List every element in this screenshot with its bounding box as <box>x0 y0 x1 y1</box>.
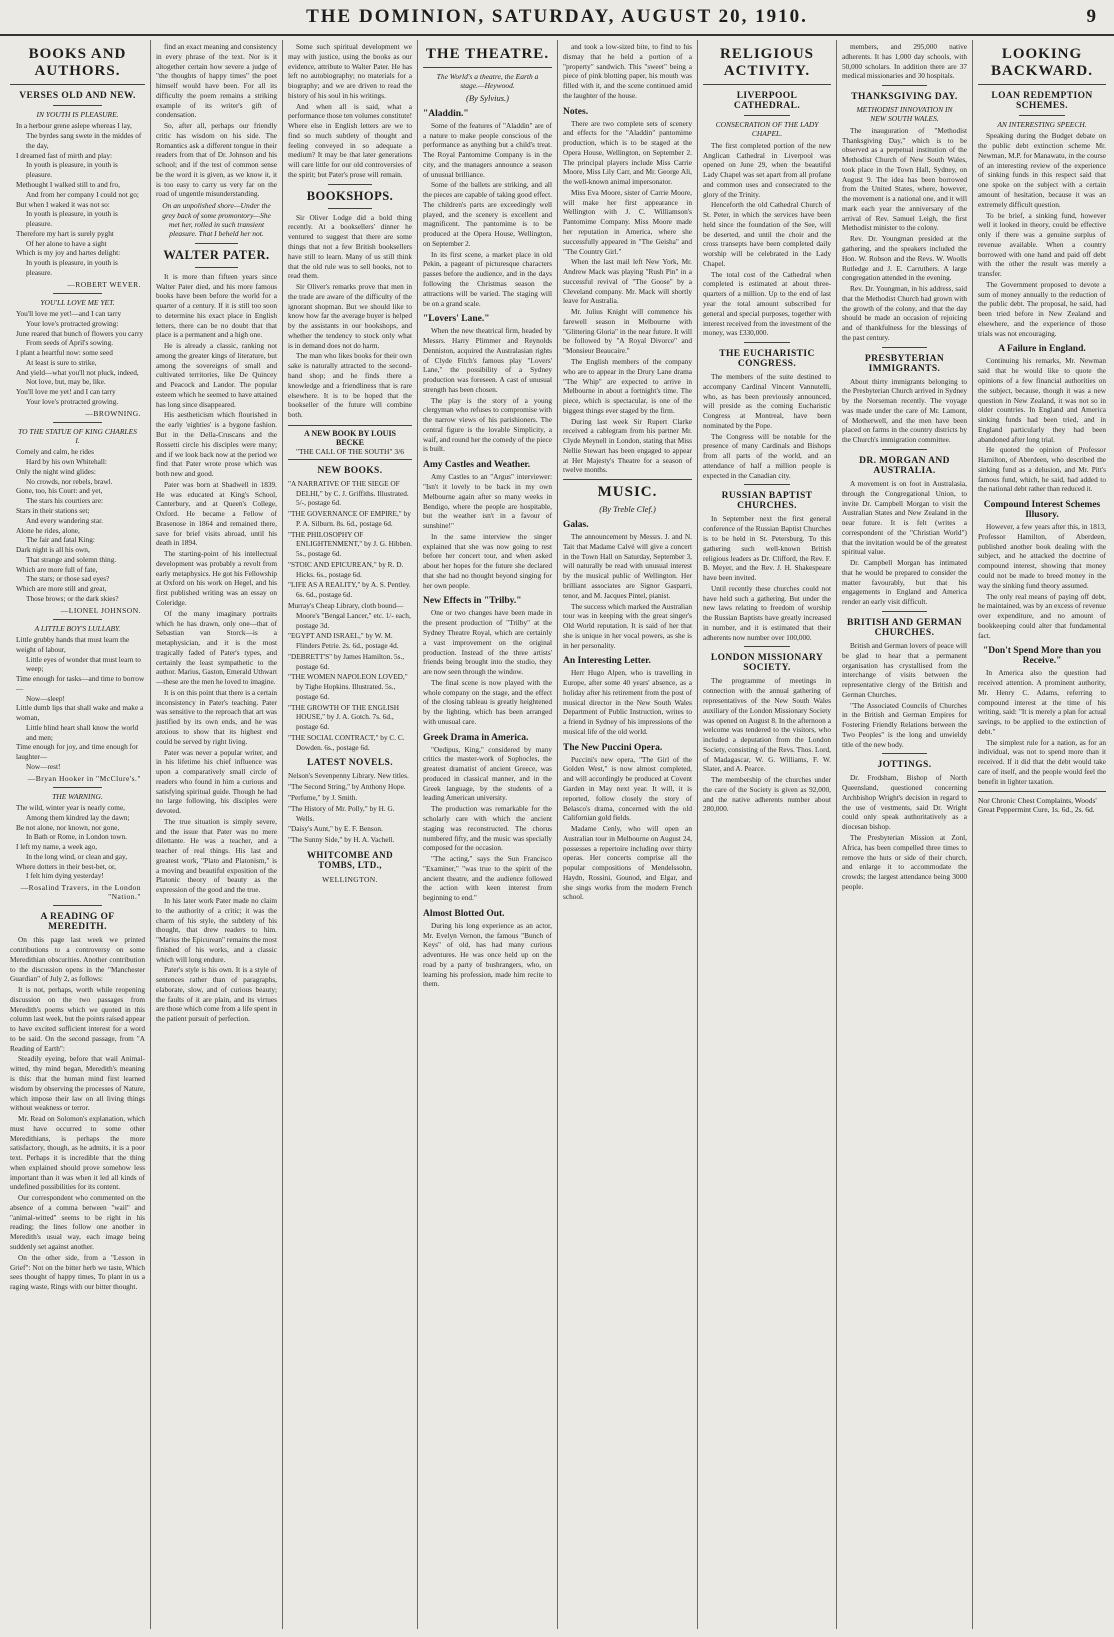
list-item: Murray's Cheap Library, cloth bound—Moore's "Bengal Lancer," etc. 1/- each, postage 3d. <box>288 600 411 630</box>
divider <box>1019 115 1065 116</box>
list-item: "EGYPT AND ISRAEL," by W. M. Flinders Petrie. 2s. 6d., postage 4d. <box>288 631 399 651</box>
publisher-city: WELLINGTON. <box>322 874 378 884</box>
divider <box>744 342 790 343</box>
article-paragraph: Continuing his remarks, Mr. Newman said that he would like to quote the opinions of a few financial authorities on the subject, because, though it was a new question in New Zealand, it was not so in older countries. In England and America sinking funds had been tried, and in England particularly they had been abandoned after long trial. <box>978 356 1106 444</box>
column-rule <box>836 40 837 1629</box>
article-title: JOTTINGS. <box>877 760 932 771</box>
divider <box>195 243 239 244</box>
article-paragraph: Pater was never a popular writer, and in his lifetime his chief influence was upon a comparatively small circle of readers who found in him a curious and satisfying spiritual guide. Though he had no large following, his disciples were devoted. <box>156 747 277 816</box>
section-heading: RELIGIOUS ACTIVITY. <box>719 46 815 79</box>
column-methodist <box>838 42 971 1627</box>
column-rule <box>282 40 283 1629</box>
article-paragraph: and took a low-sized bite, to find to his dismay that he held a portion of a "property" sandwich. This "sweet" being a piece of pink blotting paper, his mouth was filled with it, and the scene continued amid the laughter of the house. <box>563 42 692 100</box>
article-paragraph: The final scene is now played with the whole company on the stage, and the effect of the closing tableau is greatly heightened by the lighting, which has been arranged with unusual care. <box>423 677 552 726</box>
article-paragraph: The programme of meetings in connection with the annual gathering of representatives of the New South Wales auxiliary of the London Missionary Society was opened on August 8. In the afternoon a welcome was tendered to the visitors, who included a deputation from the London Society, consisting of the Revs. Thos. Lord, of Madagascar, W. G. Williams, F. W. Slater, and A. Pearce. <box>703 676 831 774</box>
article-paragraph: Mr. Julius Knight will commence his farewell season in Melbourne with "Glittering Gloria" in the near future. It will be followed by "A Royal Divorce" and "Monsieur Beaucaire." <box>563 307 692 356</box>
article-title: BRITISH AND GERMAN CHURCHES. <box>847 617 962 638</box>
poem-author: —ROBERT WEVER. <box>67 279 141 289</box>
article-paragraph: The production was remarkable for the scholarly care with which the ancient staging was reconstructed. The chorus numbered fifty, and the music was specially composed for the occasion. <box>423 804 552 853</box>
article-subtitle: METHODIST INNOVATION IN NEW SOUTH WALES. <box>856 105 953 124</box>
section-heading: LOOKING BACKWARD. <box>991 46 1093 79</box>
article-paragraph: Steadily eyeing, before that wail Animal-witted, thy mind began, Meredith's meaning is this: that the human mind first learned wisdom by observing the processes of Nature, which impose their law on all living things without weakness or terror. <box>10 1054 145 1113</box>
article-paragraph: Until recently these churches could not have held such a gathering. But under the new laws relating to freedom of worship the Russian Baptists have greatly increased in number, and it is estimated that their adherents now number over 100,000. <box>703 583 831 642</box>
article-paragraph: The first completed portion of the new Anglican Cathedral in Liverpool was opened on June 29, when the beautiful Lady Chapel was set apart from all profane and common uses and consecrated to the glory of the Trinity. <box>703 140 831 199</box>
advertisement-box <box>288 425 412 460</box>
article-paragraph: It is not, perhaps, worth while reopening discussion on the two passages from Meredith's poems which we quoted in this column last week, but the points raised appear to have excited sufficient interest for a word to be said. On the second passage, from "A Reading of Earth": <box>10 985 145 1053</box>
article-paragraph: The man who likes books for their own sake is naturally attracted to the second-hand shop; and he finds there a knowledge and a friendliness that is rare elsewhere. It is to be hoped that the bookseller of the future will combine both. <box>288 351 412 420</box>
section-heading: THE THEATRE. <box>425 46 550 62</box>
article-paragraph: The announcement by Messrs. J. and N. Tait that Madame Calvé will give a concert in the Town Hall on Saturday, September 3, will naturally be read with unusual interest by the musical public of Wellington. Her brilliant associates are Signor Gasparri, tenor, and M. Jacques Pintel, pianist. <box>563 532 692 600</box>
article-paragraph: members, and 295,000 native adherents. It has 1,000 day schools, with 50,000 scholars. In addition there are 37 medical missionaries and 30 hospitals. <box>842 42 967 81</box>
list-item: "LIFE AS A REALITY," by A. S. Pentley. 6s. 6d., postage 6d. <box>288 580 411 600</box>
article-paragraph: It is on this point that there is a certain inconsistency in Pater's teaching. Pater was sensitive to the reproach that art was justified by its own ends, and he was anxious to show that its highest end could be served by right living. <box>156 687 277 746</box>
list-item: "The History of Mr. Polly," by H. G. Wells. <box>288 803 395 823</box>
list-heading: LATEST NOVELS. <box>306 758 394 769</box>
article-paragraph: A movement is on foot in Australasia, through the Congregational Union, to invite Dr. Campbell Morgan to visit the Australian States and New Zealand in the near future. It is felt (writes a correspondent of the "Christian World") that the invitation would be of the greatest spiritual value. <box>842 479 967 557</box>
item-heading: New Effects in "Trilby." <box>423 596 522 607</box>
article-paragraph: Amy Castles to an "Argus" interviewer: "Isn't it lovely to be back in my own Melbourne again after so many weeks in Bendigo, where the people are hospitable, but the weather isn't in a favour of sunshine!" <box>423 472 552 531</box>
book-list <box>288 771 412 844</box>
divider <box>53 787 102 788</box>
divider <box>53 293 102 294</box>
item-heading: The New Puccini Opera. <box>563 742 663 753</box>
article-paragraph: The Congress will be notable for the presence of many Cardinals and Bishops from all parts of the world, and an attendance of half a million people is expected in the Canadian city. <box>703 431 831 480</box>
divider <box>328 184 373 185</box>
publisher-name: WHITCOMBE AND TOMBS, LTD., <box>307 849 393 870</box>
article-paragraph: The total cost of the Cathedral when completed is estimated at about three-quarters of a million. Up to the end of last year the total amount subscribed for general and special purposes, together with interest received from the investment of the money, was £330,000. <box>703 269 831 338</box>
column-music <box>559 42 696 1627</box>
list-item: "THE WOMEN NAPOLEON LOVED," by Tighe Hopkins. Illustrated. 5s., postage 6d. <box>288 672 408 701</box>
poem-body: The wild, winter year is nearly come, Among them kindred lay the dawn; Be not alone, nor known, nor gone, In Bath or Rome, in London town. I left my name, a week ago, In the long wind, or clean and gay, Where dotters in their best-bet, or, I felt him dying yesterday! <box>16 803 130 881</box>
byline: (By Sylvius.) <box>466 92 509 103</box>
poem-title: IN YOUTH IS PLEASURE. <box>36 110 119 119</box>
column-walter-pater <box>152 42 281 1627</box>
article-title: LIVERPOOL CATHEDRAL. <box>733 91 801 111</box>
poem-title: YOU'LL LOVE ME YET. <box>40 297 115 307</box>
section-heading: MUSIC. <box>597 484 658 501</box>
divider <box>53 105 102 106</box>
item-heading: Galas. <box>563 520 589 531</box>
poem-author: —BROWNING. <box>85 408 141 418</box>
article-paragraph: One or two changes have been made in the present production of "Trilby" at the Sydney Theatre Royal, which are certainly a vast improvement on the original production. Instead of the three artists' friends being brought into the studio, they are now seen through the window. <box>423 608 552 677</box>
item-heading: "Don't Spend More than you Receive." <box>982 646 1102 667</box>
column-looking-backward <box>974 42 1110 1627</box>
article-paragraph: Pater was born at Shadwell in 1839. He was educated at King's School, Canterbury, and at Queen's College, Oxford. He became a Fellow of Brasenose in 1864 and remained there, save for brief visits abroad, until his death in 1894. <box>156 479 277 548</box>
article-paragraph: However, a few years after this, in 1813, Professor Hamilton, of Aberdeen, published another book dealing with the subject, and he attacked the doctrine of compound interest, showing that money could not be made to breed money in the way the sinking fund theory assumed. <box>978 522 1106 590</box>
column-bookshops <box>284 42 416 1627</box>
article-paragraph: To be brief, a sinking fund, however well it looked in theory, could be effective only if there was a genuine surplus of revenue available. When a country borrowed with one hand and paid off debt with the other the result was merely a transfer. <box>978 210 1106 279</box>
article-paragraph: On the other side, from a "Lesson in Grief": Not on the bitter herb we taste, Which sees thought of happy times, To plant in us a raging waste, Rings with our bitter thought. <box>10 1252 145 1292</box>
subsection-heading: VERSES OLD AND NEW. <box>19 91 136 101</box>
item-heading: An Interesting Letter. <box>563 656 651 667</box>
column-rule <box>697 40 698 1629</box>
article-paragraph: He is already a classic, ranking not among the greater kings of literature, but among the sovereigns of small and cultivated territories, like De Quincey and Peacock and Landor. The popular esteem which he seemed to have attained has long since disappeared. <box>156 341 277 409</box>
article-paragraph: The Government proposed to devote a sum of money annually to the reduction of the public debt. The proposal, he said, had been tried before in New Zealand and elsewhere, and the experience of those trials was not encouraging. <box>978 279 1106 338</box>
poem-author: —Rosalind Travers, in the London "Nation." <box>20 883 141 902</box>
article-paragraph: He quoted the opinion of Professor Hamilton, of Aberdeen, who described the sinking fund as a delusion, and Mr. Pitt's famous fund, which, he said, had added to the national debt rather than reduced it. <box>978 445 1106 494</box>
article-paragraph: Rev. Dr. Youngman presided at the gathering, and the speakers included the Hon. W. Robson and the Revs. W. Woolls Rutledge and J. E. Carruthers. A large congregation attended in the evening. <box>842 234 967 283</box>
article-title: A READING OF MEREDITH. <box>40 912 115 933</box>
article-paragraph: Miss Eva Moore, sister of Carrie Moore, will make her first appearance in Wellington with J. C. Williamson's Pantomime Company. Miss Moore made her reputation in America, where she successfully appeared in "The Geisha" and "The Country Girl." <box>563 187 692 256</box>
list-item: "DEBRETT'S" by James Hamilton. 5s., postage 6d. <box>288 651 405 671</box>
item-heading: "Aladdin." <box>423 108 469 119</box>
article-paragraph: The inauguration of "Methodist Thanksgiving Day," which is to be observed as a perpetual institution of the Methodist Church of New South Wales, took place in the Town Hall, Sydney, on August 9. The idea has been borrowed from the United States, where, however, the movement is a national one, and it will mark each year the anniversary of the arrival of Rev. Samuel Leigh, the first Methodist minister to the colony. <box>842 125 967 233</box>
ad-headline: A NEW BOOK BY LOUIS BECKE <box>303 428 397 447</box>
article-paragraph: During last week Sir Rupert Clarke received a cablegram from his partner Mr. Clyde Meynell in London, stating that Miss Nellie Stewart has been engaged to appear at Her Majesty's Theatre for a season of twelve months. <box>563 416 692 475</box>
list-item: "THE GROWTH OF THE ENGLISH HOUSE," by J. A. Gotch. 7s. 6d., postage 6d. <box>288 702 400 732</box>
article-paragraph: In September next the first general conference of the Russian Baptist Churches is to be held in St. Petersburg. To this gathering such well-known British religious leaders as Dr. Clifford, the Rev. F. B. Meyer, and the Rev. J. H. Shakespeare have been invited. <box>703 514 831 583</box>
divider <box>882 347 927 348</box>
poem-author: —Bryan Hooker in "McClure's." <box>27 773 141 783</box>
column-rule <box>417 40 418 1629</box>
article-paragraph: The starting-point of his intellectual development was probably a revolt from early metaphysics. He got his Fellowship at Oxford on his work on Hegel, and his first published writing was an essay on Coleridge. <box>156 549 277 608</box>
poem-body: Comely and calm, he rides Hard by his own Whitehall: Only the night wind glides: No crowds, nor rebels, brawl. Gone, too, his Court: and yet, The stars his courtiers are: Stars in their stations set; And every wandering star. Alone he rides, alone, The fair and fatal King: Dark night is all his own, That strange and solemn thing. Which are more full of fate, The stars; or those sad eyes? Which are more still and great, Those brows; or the dark skies? <box>16 447 119 603</box>
list-item: "STOIC AND EPICUREAN," by R. D. Hicks. 6s., postage 6d. <box>288 559 404 579</box>
article-paragraph: In his later work Pater made no claim to the authority of a critic; it was the charm of his style, the subtlety of his thought, that drew readers to him. "Marius the Epicurean" remains the most finished of his works, and a classic which will long endure. <box>156 895 277 964</box>
newspaper-title: THE DOMINION, SATURDAY, AUGUST 20, 1910. <box>306 6 808 27</box>
poem-title: THE WARNING. <box>52 791 103 801</box>
article-paragraph: The play is the story of a young clergyman who refuses to compromise with the narrow views of his parishioners. The central figure is the lovable Simplicity, a waif, and round her the comedy of the piece is built. <box>423 395 552 454</box>
column-rule <box>557 40 558 1629</box>
article-paragraph: The Presbyterian Mission at Zonl, Africa, has been compelled three times to remove the huts or side of their church, and enlarge it to accommodate the crowds; the largest attendance being 3000 people. <box>842 832 967 891</box>
article-paragraph: There are two complete sets of scenery and effects for the "Aladdin" pantomime production, which is to be staged at the Opera House, Wellington, on September 2. The principal players include Miss Carrie Moore, Miss Lily Carr, and Mr. George Ali, the well-known animal impersonator. <box>563 118 692 187</box>
article-paragraph: So, after all, perhaps our friendly critic has wisdom on his side. The Romantics ask a different tongue in their readers from that of Dr. Johnson and his school; and if the test of common sense be the word it is given, as we know it, it is too easy to carry us very far on the road of ungentle misunderstanding. <box>156 121 277 199</box>
article-paragraph: Some of the ballets are striking, and all the pieces are capable of taking good effect. The children's parts are exceedingly well played, and the scenery is excellent and magnificent. The pantomime is to be produced at the Opera House, Wellington, on September 2. <box>423 180 552 248</box>
article-paragraph: "Oedipus, King," considered by many critics the master-work of Sophocles, the greatest dramatist of ancient Greece, was produced in classical manner, and in the Greek language, by the students of a leading American university. <box>423 744 552 803</box>
poem-body: Little grubby hands that must learn the weight of labour, Little eyes of wonder that must learn to weep; Time enough for tasks—and time to borrow— Now—sleep! Little dumb lips that shall wake and make a woman, Little blind heart shall know the world and men; Time enough for joy, and time enough for laughter— Now—rest! <box>16 635 145 771</box>
article-paragraph: Puccini's new opera, "The Girl of the Golden West," is now almost completed, and will accordingly be produced at Covent Garden in May next year. It will, it is reported, follow closely the story of Belasco's drama, concerned with the old Californian gold fields. <box>563 754 692 823</box>
article-paragraph: "The acting," says the Sun Francisco "Examiner," "was true to the spirit of the ancient theatre, and the audience followed the action with keen interest from beginning to end." <box>423 854 552 903</box>
article-title: PRESBYTERIAN IMMIGRANTS. <box>864 353 945 374</box>
byline: (By Treble Clef.) <box>599 504 656 515</box>
article-paragraph: The simplest rule for a nation, as for an individual, was not to spend more than it received. If it did that the debt would take care of itself, and the people would feel the benefit in lighter taxation. <box>978 737 1106 786</box>
article-title: THANKSGIVING DAY. <box>851 92 958 103</box>
article-paragraph: The only real means of paying off debt, he maintained, was by an excess of revenue over expenditure, and no amount of bookkeeping could alter that fundamental fact. <box>978 591 1106 640</box>
article-paragraph: The true situation is simply severe, and the issue that Pater was no mere dilettante. He was a teacher, and a teacher of real things. His last and greatest work, "Plato and Platonism," is a moving and beautiful exposition of the Platonic theory of beauty as the expression of the good and the true. <box>156 816 277 895</box>
article-paragraph: When the new theatrical firm, headed by Messrs. Harry Plimmer and Reynolds Denniston, acquired the Australasian rights of Clyde Fitch's famous play "Lovers' Lane," the possibility of a Sydney production was foreseen. A cast of unusual strength has been chosen. <box>423 326 552 394</box>
item-heading: Compound Interest Schemes Illusory. <box>983 500 1101 521</box>
article-title: BOOKSHOPS. <box>306 188 394 203</box>
poem-body: You'll love me yet!—and I can tarry Your love's protracted growing: June reared that bunch of flowers you carry From seeds of April's sowing. I plant a heartful now: some seed At least is sure to strike, And yield—what you'll not pluck, indeed, Not love, but, may be, like. You'll love me yet! and I can tarry Your love's protracted growing. <box>16 309 144 406</box>
list-item: "The Sunny Side," by H. A. Vachell. <box>288 835 395 845</box>
article-paragraph: Henceforth the old Cathedral Church of St. Peter, in which the services have been held since the foundation of the See, will be deserted, and until the choir and the cross transepts have been completed daily worship will be celebrated in the Lady Chapel. <box>703 200 831 268</box>
section-heading: BOOKS AND AUTHORS. <box>28 46 127 79</box>
column-books-and-authors <box>6 42 149 1627</box>
list-item: "The Second String," by Anthony Hope. <box>288 782 406 792</box>
article-paragraph: His aestheticism which flourished in the early 'eighties' is a bygone fashion. But in the Della-Cruscans and the Rossetti circle his disciples were many; and if we look back now at the period we find that Pater wrote prose which was both new and good. <box>156 410 277 479</box>
page-number: 9 <box>1086 6 1096 27</box>
divider <box>882 85 927 86</box>
article-paragraph: Madame Cenly, who will open an Australian tour in Melbourne on August 24, possesses a repertoire including over thirty operas. Her concerts comprise all the popular compositions of Mendelssohn, Haydn, Rossini, Gounod, and Elgar, and she sings works from the modern French school. <box>563 824 692 902</box>
divider <box>744 115 790 116</box>
list-item: "Daisy's Aunt," by E. F. Benson. <box>288 824 383 834</box>
article-paragraph: Sir Oliver Lodge did a bold thing recently. At a booksellers' dinner he ventured to suggest that there are some things that not a few British booksellers have still to learn. Many of us still think that the old rule was to sell books, not to read them. <box>288 212 412 281</box>
article-paragraph: In America also the question had received attention. A prominent authority, Mr. Henry C. Adams, referring to compound interest at the time of his writing, said: "It is merely a plan for actual savings, to be applied to the extinction of debt." <box>978 668 1106 736</box>
article-title: LONDON MISSIONARY SOCIETY. <box>710 653 824 674</box>
article-paragraph: The English members of the company who are to appear in the Drury Lane drama "The Whip" are expected to arrive in Melbourne in about a fortnight's time. The piece, which is spectacular, is one of the biggest things ever staged by the firm. <box>563 356 692 415</box>
item-heading: Notes. <box>563 106 589 117</box>
article-paragraph: Herr Hugo Alpen, who is travelling in Europe, after some 40 years' absence, as a holiday after his retirement from the post of musical director in the New South Wales Department of Public Instruction, writes to a friend in Sydney of his impressions of the musical life of the old world. <box>563 668 692 736</box>
ad-body: "THE CALL OF THE SOUTH" 3/6 <box>296 446 404 456</box>
article-paragraph: Dr. Frodsham, Bishop of North Queensland, questioned concerning Archbishop Wright's decision in regard to the use of vestments, said Dr. Wright could only speak authoritatively as a diocesan bishop. <box>842 773 967 832</box>
list-item: "A NARRATIVE OF THE SIEGE OF DELHI," by C. J. Griffiths. Illustrated. 5/-, postage 6d. <box>288 478 409 508</box>
poem-title: A LITTLE BOY'S LULLABY. <box>34 623 121 633</box>
divider <box>10 84 145 85</box>
list-item: "THE GOVERNANCE OF EMPIRE," by P. A. Silburn. 8s. 6d., postage 6d. <box>288 509 411 528</box>
article-paragraph: Some of the features of "Aladdin" are of a nature to make people conscious of the performance as anything but a child's treat. The Royal Pantomime Company is in the city, and the managers announce a season of unusual brilliance. <box>423 120 552 179</box>
article-paragraph: Mr. Read on Solomon's explanation, which must have occurred to some other Meredithians, is perhaps the more satisfactory, though, as he admits, it is a poor text. Perhaps it is incredible that the thing when explained should prove somehow less important than it was when it led all kinds of undefined possibilities for its content. <box>10 1114 145 1192</box>
article-title: LOAN REDEMPTION SCHEMES. <box>991 91 1093 111</box>
divider <box>423 67 552 68</box>
article-paragraph: The success which marked the Australian tour was in keeping with the great singer's Old World reputation. It is said of her that she is unique in her vocal powers, as she is in her personality. <box>563 601 692 650</box>
article-paragraph: Speaking during the Budget debate on the public debt extinction scheme Mr. Newman, M.P. for Manawatu, in the course of an interesting review of the experience of sinking funds in this respect said that one spoke on the subject with a certain amount of hesitation, because it was an extremely difficult question. <box>978 131 1106 209</box>
column-religious-activity <box>699 42 835 1627</box>
divider <box>744 646 790 647</box>
article-title: THE EUCHARISTIC CONGRESS. <box>719 349 815 370</box>
item-heading: Almost Blotted Out. <box>423 908 505 919</box>
poem-title: TO THE STATUE OF KING CHARLES I. <box>18 426 137 446</box>
item-heading: "Lovers' Lane." <box>423 314 490 325</box>
article-paragraph: And when all is said, what a performance those ten volumes constitute! Where else in English letters are we to find so much subtlety of thought and feeling conveyed in so adequate a medium? It may be that later generations will care little for our old controversies of the spirit; but Pater's prose will remain. <box>288 101 413 179</box>
article-paragraph: The membership of the churches under the care of the Society is given as 92,000, and the native adherents number about 280,000. <box>703 775 831 814</box>
article-title: DR. MORGAN AND AUSTRALIA. <box>859 456 950 477</box>
footer-advertisement: Nor Chronic Chest Complaints, Woods' Great Peppermint Cure, 1s. 6d., 2s. 6d. <box>978 795 1097 814</box>
quoted-verse: On an unpolished shore—Under the grey back of some promontory—She met her, rolled in such transient pleasure. That I beheld her not. <box>162 201 271 239</box>
list-item: Nelson's Sevenpenny Library. New titles. <box>288 771 409 781</box>
item-heading: Greek Drama in America. <box>423 732 529 743</box>
list-heading: NEW BOOKS. <box>317 465 383 476</box>
article-paragraph: Rev. Dr. Youngman, in his address, said that the Methodist Church had grown with the growth of the colony, and that the day should be made an occasion of rejoicing and of thankfulness for the blessings of the past century. <box>842 284 967 342</box>
divider <box>53 619 102 620</box>
article-paragraph: In the same interview the singer explained that she was now going to rest before her concert tour, and when asked about her hopes for the future she declared that she had no thought beyond singing for her own people. <box>423 531 552 590</box>
column-rule <box>150 40 151 1629</box>
divider <box>882 611 927 612</box>
article-paragraph: It is more than fifteen years since Walter Pater died, and his more famous books have been before the world for a quarter of a century. If it is still too soon to determine his exact place in English letters, there can be no doubt that that place is a permanent and a high one. <box>156 271 277 340</box>
divider <box>882 449 927 450</box>
article-paragraph: Pater's style is his own. It is a style of sentences rather than of paragraphs, elaborate, slow, and of curious beauty; the faults of it are plain, and its virtues are those which come from a life spent in the patient pursuit of perfection. <box>156 965 277 1024</box>
article-paragraph: When the last mail left New York, Mr. Andrew Mack was playing "Rush Pin" in a successful revival of "The Goose" by a Cleveland company. Mr. Mack will shortly leave for Australia. <box>563 257 692 306</box>
article-paragraph: The members of the suite destined to accompany Cardinal Vincent Vannutelli, who, as has been previously announced, will preside as the coming Eucharistic Congress at Montreal, have been nominated by the Pope. <box>703 372 831 430</box>
list-item: "Perfume," by J. Smith. <box>288 793 358 802</box>
list-item: "THE PHILOSOPHY OF ENLIGHTENMENT," by J. G. Hibben. 5s., postage 6d. <box>288 529 412 559</box>
divider <box>978 791 1106 792</box>
section-epigraph: The World's a theatre, the Earth a stage.—Heywood. <box>436 72 539 91</box>
column-rule <box>972 40 973 1629</box>
divider <box>195 267 239 268</box>
article-paragraph: Our correspondent who commented on the absence of a comma between "wail" and "animal-witted" seems to be right in his reading; the lines follow one another in Meredith's usual way, each image being suddenly set against another. <box>10 1193 145 1251</box>
masthead <box>0 0 1114 36</box>
poem-body: In a herbour grene aslepe whereas I lay, The byrdes sang swete in the middes of the day, I dreamed fast of mirth and play: In youth is pleasure, in youth is pleasure. Methought I walked still to and fro, And from her company I could not go; But when I waked it was not so: In youth is pleasure, in youth is pleasure. Therefore my hart is surely pyght Of her alone to have a sight Which is my joy and hartes delight: In youth is pleasure, in youth is pleasure. <box>16 121 142 277</box>
article-subtitle: AN INTERESTING SPEECH. <box>997 120 1087 129</box>
article-paragraph: During his long experience as an actor, Mr. Evelyn Vernon, the famous "Bunch of Keys" of old, has had many curious adventures. He was once held up on the road by a party of bushrangers, who, on learning his profession, made him recite to them. <box>423 920 552 989</box>
divider <box>703 84 831 85</box>
article-paragraph: "The Associated Councils of Churches in the British and German Empires for Fostering Friendly Relations between the Two Peoples" is the long and unwieldy title of the new body. <box>842 700 967 749</box>
divider <box>563 479 692 480</box>
divider <box>53 422 102 423</box>
article-paragraph: On this page last week we printed contributions to a controversy on some Meredithian obscurities. Another contribution to the discussion opens in the "Manchester Guardian" of July 2, as follows: <box>10 935 145 984</box>
divider <box>744 484 790 485</box>
divider <box>53 905 102 906</box>
article-paragraph: About thirty immigrants belonging to the Presbyterian Church arrived in Sydney by the Norseman recently. The voyage was made under the care of Mr. Lamont, of Motherwell, and the men have been placed on farms in the country districts by the Church's immigration committee. <box>842 376 967 445</box>
book-list <box>288 479 412 753</box>
article-paragraph: Some such spiritual development we may with justice, using the books as our evidence, attribute to Walter Pater. He has left no autobiography; no materials for a biography; and we are driven to read the history of his soul in his writings. <box>288 42 412 100</box>
list-item: "THE SOCIAL CONTRACT," by C. C. Dowden. 6s., postage 6d. <box>288 732 405 752</box>
divider <box>978 84 1106 85</box>
article-paragraph: In its first scene, a market place in old Pekin, a pageant of picturesque characters passes before the audience, and in the days following the Christmas season the attractions will be varied. The staging will be on a grand scale. <box>423 249 552 308</box>
article-paragraph: Of the many imaginary portraits which he has drawn, only one—that of Sebastian van Storck—is a metaphysician, and it is the most tragically faded of Pater's types, and certainly the least sympathetic to the author. Marius, Gaston, Emerald Uthwart—these are the men he loved to imagine. <box>156 608 277 687</box>
divider <box>882 753 927 754</box>
article-title: RUSSIAN BAPTIST CHURCHES. <box>721 491 813 512</box>
article-paragraph: Dr. Campbell Morgan has intimated that he would be prepared to consider the matter favourably, but that his engagements in England and America render an early visit difficult. <box>842 558 967 607</box>
article-paragraph: British and German lovers of peace will be glad to hear that a permanent organisation has crystallised from the interchange of visits between the representative clergy of the British and German Churches. <box>842 640 967 699</box>
article-title: WALTER PATER. <box>163 247 270 262</box>
column-theatre <box>419 42 556 1627</box>
article-subtitle: CONSECRATION OF THE LADY CHAPEL. <box>715 120 819 139</box>
article-paragraph: Sir Oliver's remarks prove that men in the trade are aware of the difficulty of the ignorant shopman. But we should like to know how far the average buyer is helped by the assistants in our bookshops, and whether the tendency to stock only what is in demand does not do harm. <box>288 282 412 350</box>
item-heading: A Failure in England. <box>998 344 1086 355</box>
article-paragraph: find an exact meaning and consistency in every phrase of the text. Nor is it altogether certain how severe a judge of "the thoughts of happy times" the poet himself would have been. For all its difficulty the poem remains a striking example of its writer's gift of condensation. <box>156 42 277 120</box>
divider <box>328 208 373 209</box>
poem-author: —LIONEL JOHNSON. <box>60 605 141 615</box>
item-heading: Amy Castles and Weather. <box>423 460 531 471</box>
